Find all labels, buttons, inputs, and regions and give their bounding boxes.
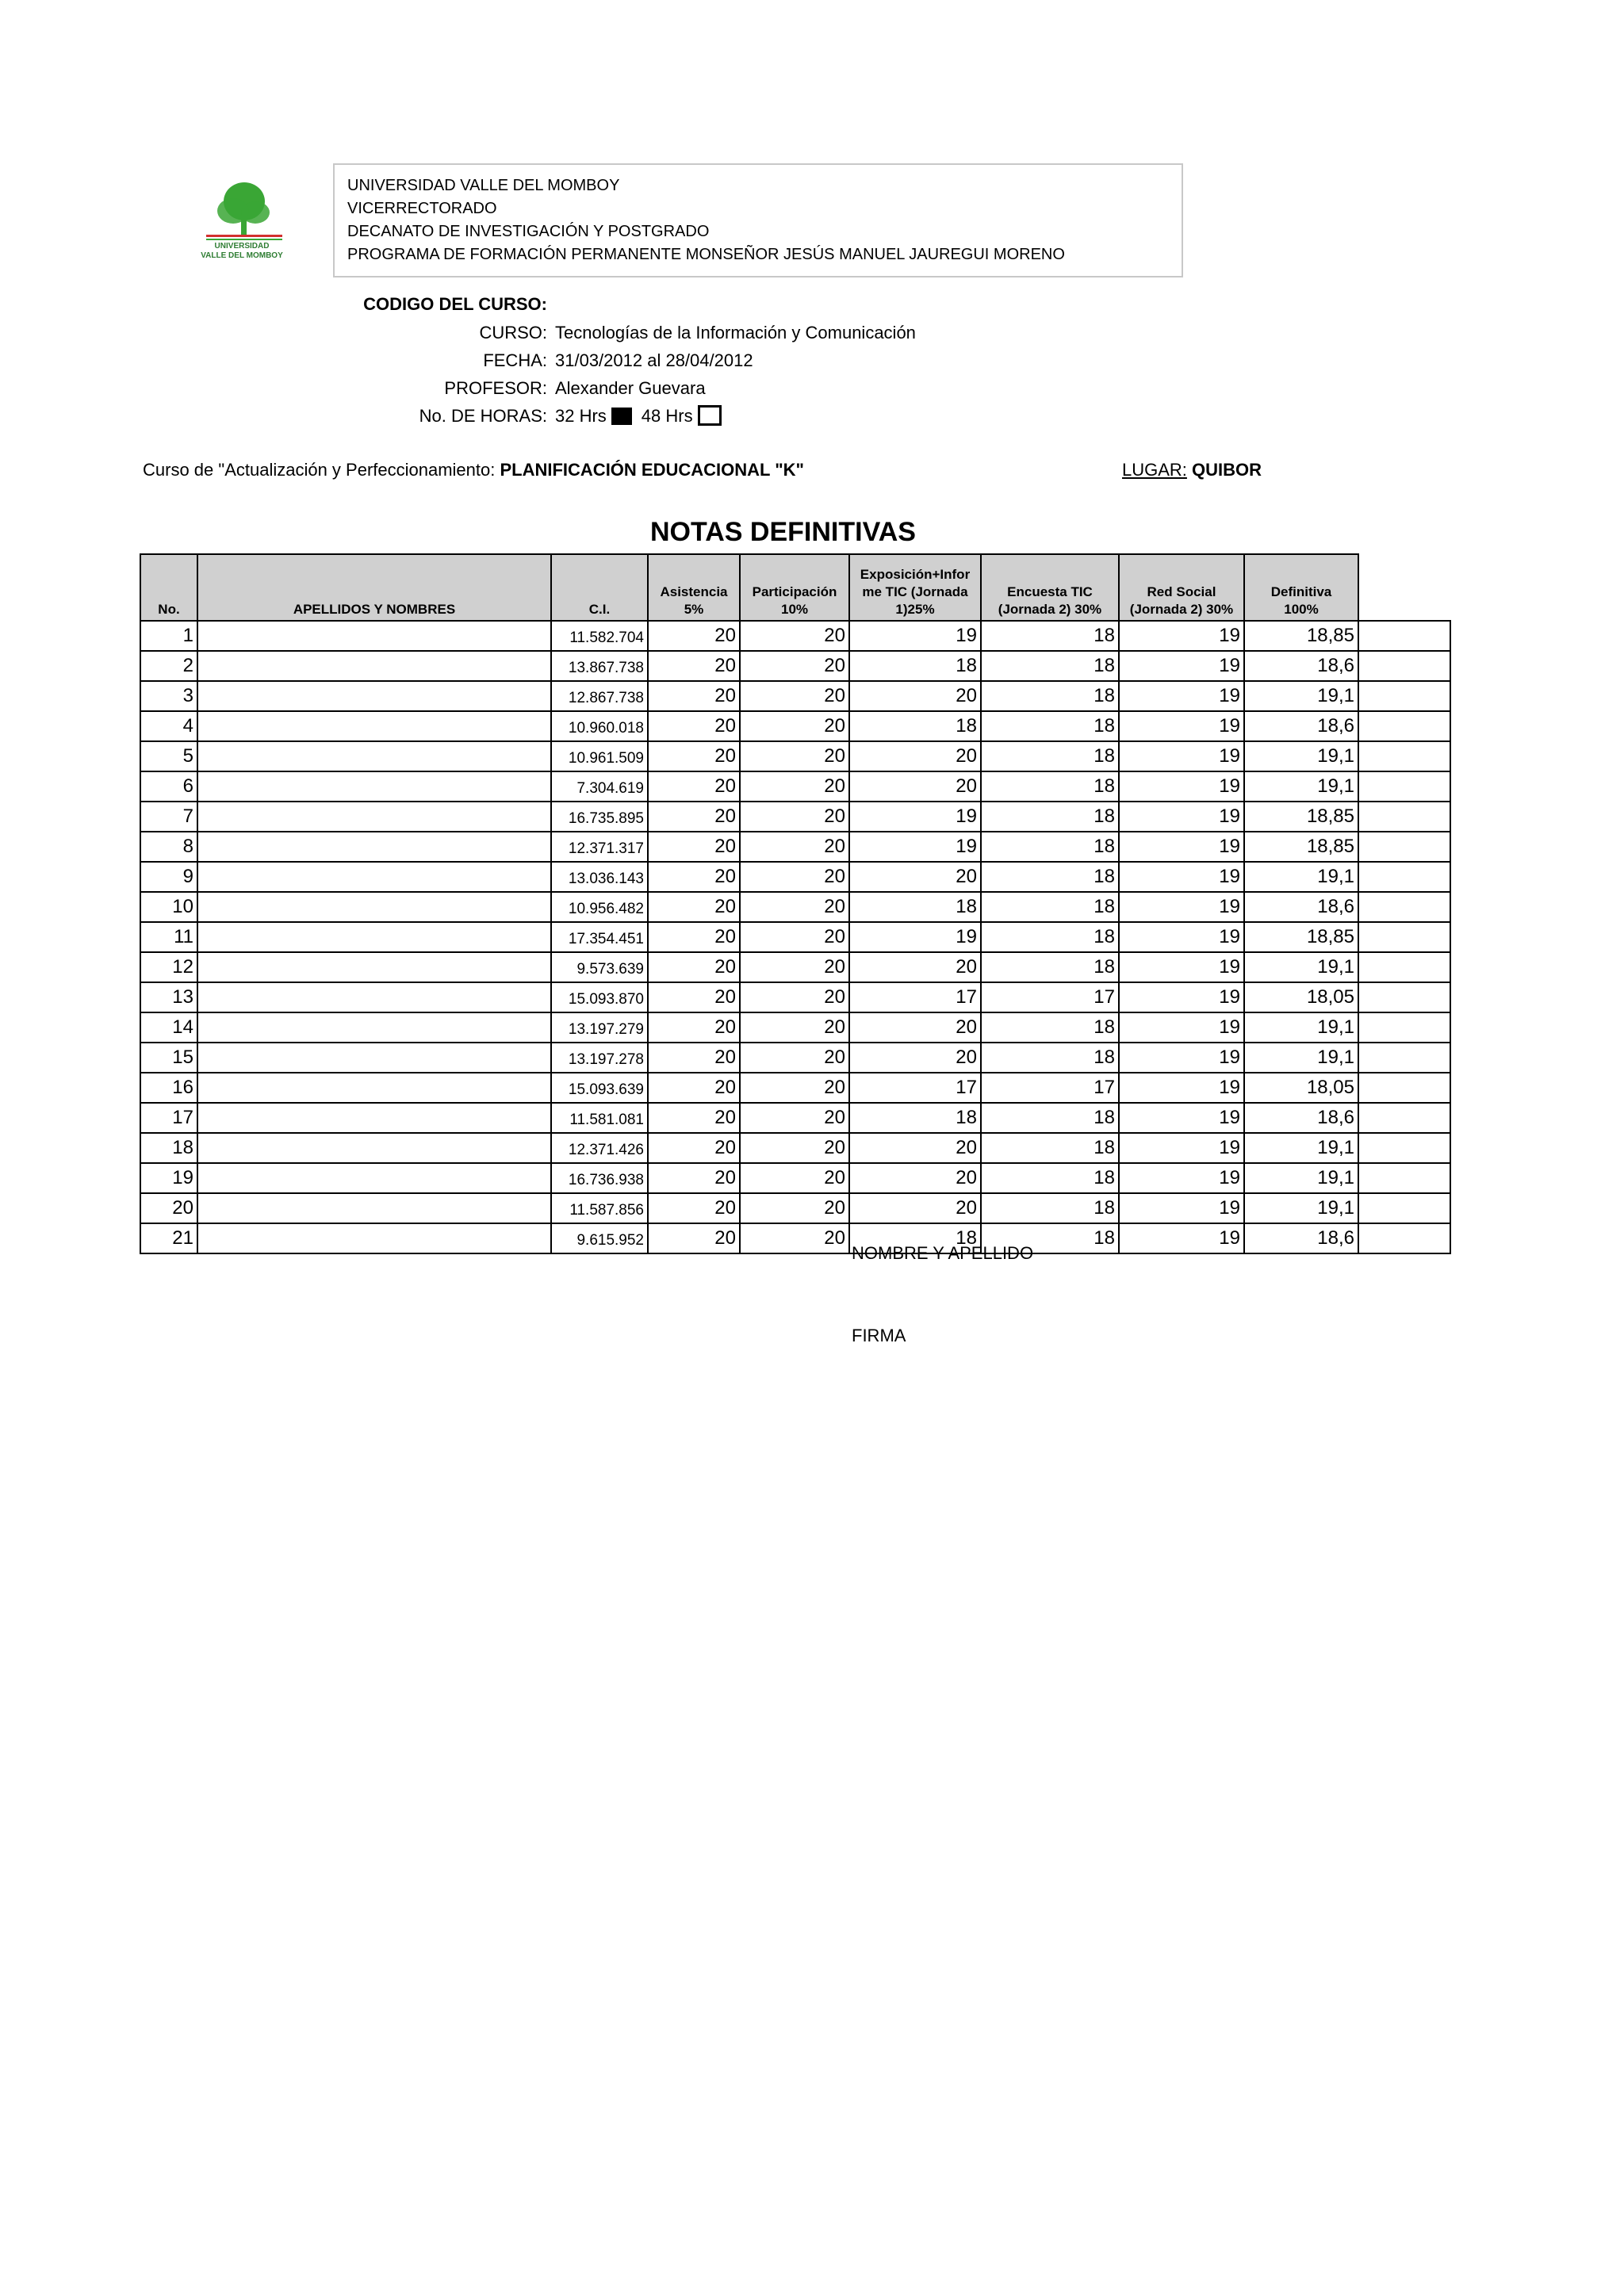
cell-ci: 11.582.704 [551,621,648,651]
cell-no: 9 [140,862,197,892]
cell-encuesta: 18 [981,862,1119,892]
curso-row [0,319,1624,346]
cell-red-social: 19 [1119,802,1244,832]
cell-encuesta: 18 [981,681,1119,711]
cell-encuesta: 18 [981,802,1119,832]
cell-asistencia: 20 [648,982,740,1012]
cell-asistencia: 20 [648,711,740,741]
cell-red-social: 19 [1119,681,1244,711]
cell-ci: 15.093.639 [551,1073,648,1103]
table-row [140,1012,1450,1043]
cell-no: 10 [140,892,197,922]
cell-blank [1358,982,1450,1012]
cell-encuesta: 18 [981,1043,1119,1073]
cell-participacion: 20 [740,892,849,922]
grades-body [140,621,1450,1253]
header-participacion-line-2: 10% [780,602,809,617]
header-definitiva [1244,554,1358,621]
cell-exposicion: 20 [849,862,981,892]
header-definitiva-line-1: Definitiva [1270,584,1332,599]
cell-nombres [197,1043,551,1073]
cell-encuesta: 18 [981,621,1119,651]
cell-asistencia: 20 [648,1043,740,1073]
cell-no: 2 [140,651,197,681]
cell-blank [1358,1103,1450,1133]
table-row [140,922,1450,952]
cell-asistencia: 20 [648,952,740,982]
header-red-social [1119,554,1244,621]
profesor-row [0,374,1624,402]
cell-nombres [197,1012,551,1043]
cell-ci: 11.581.081 [551,1103,648,1133]
cell-nombres [197,1223,551,1253]
cell-exposicion: 18 [849,1103,981,1133]
cell-ci: 12.371.426 [551,1133,648,1163]
cell-definitiva: 18,85 [1244,802,1358,832]
cell-nombres [197,922,551,952]
header-no: No. [140,554,197,621]
cell-participacion: 20 [740,982,849,1012]
cell-exposicion: 19 [849,922,981,952]
cell-ci: 12.371.317 [551,832,648,862]
header-exposicion-line-3: 1)25% [895,602,935,617]
cell-participacion: 20 [740,802,849,832]
horas-options [555,402,722,430]
cell-nombres [197,741,551,771]
cell-exposicion: 19 [849,832,981,862]
cell-participacion: 20 [740,711,849,741]
cell-nombres [197,1163,551,1193]
cell-exposicion: 19 [849,802,981,832]
cell-red-social: 19 [1119,651,1244,681]
logo-caption [182,242,301,261]
header-exposicion-line-2: me TIC (Jornada [862,584,968,599]
cell-asistencia: 20 [648,621,740,651]
cell-no: 5 [140,741,197,771]
cell-no: 21 [140,1223,197,1253]
grades-table [140,553,1451,1254]
cell-red-social: 19 [1119,1223,1244,1253]
table-row [140,1223,1450,1253]
table-row [140,1193,1450,1223]
cell-blank [1358,711,1450,741]
cell-nombres [197,952,551,982]
cell-no: 7 [140,802,197,832]
horas-48-checkbox-empty-icon [698,405,722,426]
cell-no: 14 [140,1012,197,1043]
cell-ci: 13.197.278 [551,1043,648,1073]
header-participacion [740,554,849,621]
cell-red-social: 19 [1119,922,1244,952]
cell-blank [1358,681,1450,711]
cell-participacion: 20 [740,621,849,651]
table-row [140,621,1450,651]
cell-participacion: 20 [740,681,849,711]
cell-blank [1358,802,1450,832]
header-red-line-2: (Jornada 2) 30% [1129,602,1234,617]
cell-definitiva: 19,1 [1244,1163,1358,1193]
cell-exposicion: 19 [849,621,981,651]
cell-red-social: 19 [1119,832,1244,862]
cell-nombres [197,892,551,922]
header-nombres: APELLIDOS Y NOMBRES [197,554,551,621]
cell-definitiva: 18,6 [1244,711,1358,741]
cell-definitiva: 19,1 [1244,1043,1358,1073]
signature-label: FIRMA [852,1326,906,1345]
cell-ci: 9.615.952 [551,1223,648,1253]
cell-nombres [197,862,551,892]
cell-participacion: 20 [740,862,849,892]
cell-asistencia: 20 [648,1103,740,1133]
cell-blank [1358,832,1450,862]
cell-exposicion: 20 [849,1012,981,1043]
cell-encuesta: 18 [981,1193,1119,1223]
cell-encuesta: 18 [981,1103,1119,1133]
cell-asistencia: 20 [648,802,740,832]
lugar [1122,460,1262,480]
cell-blank [1358,1133,1450,1163]
horas-32-label: 32 Hrs [555,406,607,426]
table-row [140,1043,1450,1073]
cell-no: 12 [140,952,197,982]
cell-definitiva: 18,85 [1244,832,1358,862]
program-prefix: Curso de "Actualización y Perfeccionamiento: [143,460,500,480]
cell-nombres [197,982,551,1012]
lugar-label: LUGAR: [1122,460,1187,480]
header-exposicion [849,554,981,621]
logo-caption-line-1: UNIVERSIDAD [214,242,270,251]
cell-no: 1 [140,621,197,651]
cell-encuesta: 18 [981,651,1119,681]
cell-asistencia: 20 [648,1163,740,1193]
cell-blank [1358,1163,1450,1193]
codigo-row [0,290,1624,318]
header-asistencia [648,554,740,621]
cell-ci: 15.093.870 [551,982,648,1012]
cell-definitiva: 18,85 [1244,621,1358,651]
cell-no: 8 [140,832,197,862]
cell-ci: 10.961.509 [551,741,648,771]
cell-red-social: 19 [1119,1163,1244,1193]
cell-participacion: 20 [740,1133,849,1163]
cell-ci: 9.573.639 [551,952,648,982]
cell-definitiva: 19,1 [1244,1012,1358,1043]
fecha-label: FECHA: [483,350,547,370]
cell-ci: 13.197.279 [551,1012,648,1043]
cell-participacion: 20 [740,741,849,771]
header-encuesta-line-2: (Jornada 2) 30% [998,602,1102,617]
cell-exposicion: 20 [849,741,981,771]
cell-exposicion: 18 [849,711,981,741]
cell-asistencia: 20 [648,681,740,711]
cell-asistencia: 20 [648,1223,740,1253]
cell-blank [1358,651,1450,681]
cell-no: 20 [140,1193,197,1223]
cell-encuesta: 18 [981,892,1119,922]
cell-red-social: 19 [1119,1073,1244,1103]
cell-red-social: 19 [1119,1012,1244,1043]
cell-no: 17 [140,1103,197,1133]
cell-encuesta: 18 [981,922,1119,952]
cell-blank [1358,1073,1450,1103]
cell-asistencia: 20 [648,892,740,922]
cell-asistencia: 20 [648,771,740,802]
header-line-programa: PROGRAMA DE FORMACIÓN PERMANENTE MONSEÑOR JESÚS MANUEL JAUREGUI MORENO [347,246,1065,263]
cell-definitiva: 19,1 [1244,681,1358,711]
page-title: NOTAS DEFINITIVAS [650,517,916,547]
cell-exposicion: 20 [849,1133,981,1163]
cell-ci: 13.867.738 [551,651,648,681]
profesor-value: Alexander Guevara [555,378,706,398]
cell-no: 15 [140,1043,197,1073]
cell-ci: 12.867.738 [551,681,648,711]
cell-participacion: 20 [740,1043,849,1073]
cell-encuesta: 18 [981,832,1119,862]
cell-definitiva: 19,1 [1244,741,1358,771]
cell-asistencia: 20 [648,832,740,862]
cell-definitiva: 19,1 [1244,1133,1358,1163]
cell-exposicion: 20 [849,1163,981,1193]
cell-exposicion: 20 [849,681,981,711]
cell-exposicion: 17 [849,982,981,1012]
program-line [143,460,804,480]
cell-red-social: 19 [1119,711,1244,741]
cell-participacion: 20 [740,1073,849,1103]
cell-no: 4 [140,711,197,741]
cell-red-social: 19 [1119,741,1244,771]
header-line-vicerrectorado: VICERRECTORADO [347,200,497,217]
cell-asistencia: 20 [648,1073,740,1103]
cell-exposicion: 18 [849,651,981,681]
table-row [140,802,1450,832]
cell-exposicion: 20 [849,1193,981,1223]
header-definitiva-line-2: 100% [1284,602,1319,617]
cell-encuesta: 18 [981,1163,1119,1193]
cell-red-social: 19 [1119,771,1244,802]
cell-encuesta: 18 [981,1012,1119,1043]
cell-asistencia: 20 [648,922,740,952]
cell-blank [1358,1223,1450,1253]
cell-encuesta: 18 [981,1223,1119,1253]
cell-blank [1358,741,1450,771]
cell-exposicion: 20 [849,952,981,982]
header-asistencia-line-1: Asistencia [660,584,728,599]
signature-name-label: NOMBRE Y APELLIDO [852,1243,1034,1263]
header-participacion-line-1: Participación [752,584,837,599]
cell-exposicion: 18 [849,1223,981,1253]
cell-participacion: 20 [740,771,849,802]
table-row [140,1103,1450,1133]
cell-definitiva: 19,1 [1244,952,1358,982]
cell-ci: 7.304.619 [551,771,648,802]
cell-blank [1358,1012,1450,1043]
cell-asistencia: 20 [648,862,740,892]
cell-definitiva: 18,6 [1244,1103,1358,1133]
cell-nombres [197,711,551,741]
cell-nombres [197,1073,551,1103]
cell-nombres [197,681,551,711]
cell-encuesta: 17 [981,1073,1119,1103]
cell-definitiva: 18,6 [1244,1223,1358,1253]
cell-red-social: 19 [1119,1193,1244,1223]
cell-participacion: 20 [740,651,849,681]
cell-no: 19 [140,1163,197,1193]
horas-32-checkbox-checked-icon [611,408,632,425]
cell-asistencia: 20 [648,1012,740,1043]
cell-ci: 10.960.018 [551,711,648,741]
header-line-university: UNIVERSIDAD VALLE DEL MOMBOY [347,177,620,194]
header-ci: C.I. [551,554,648,621]
table-row [140,651,1450,681]
cell-asistencia: 20 [648,1133,740,1163]
program-name: PLANIFICACIÓN EDUCACIONAL "K" [500,460,804,480]
cell-red-social: 19 [1119,1103,1244,1133]
table-row [140,711,1450,741]
cell-blank [1358,862,1450,892]
cell-definitiva: 18,85 [1244,922,1358,952]
cell-ci: 16.736.938 [551,1163,648,1193]
cell-encuesta: 17 [981,982,1119,1012]
table-header-row [140,554,1450,621]
curso-label: CURSO: [479,323,547,342]
cell-definitiva: 19,1 [1244,1193,1358,1223]
header-encuesta-line-1: Encuesta TIC [1007,584,1093,599]
cell-blank [1358,1193,1450,1223]
cell-blank [1358,892,1450,922]
horas-label: No. DE HORAS: [419,406,547,426]
cell-nombres [197,1193,551,1223]
cell-ci: 17.354.451 [551,922,648,952]
table-row [140,1073,1450,1103]
cell-encuesta: 18 [981,952,1119,982]
cell-encuesta: 18 [981,1133,1119,1163]
table-row [140,982,1450,1012]
header-asistencia-line-2: 5% [684,602,704,617]
fecha-value: 31/03/2012 al 28/04/2012 [555,350,753,370]
cell-nombres [197,621,551,651]
cell-exposicion: 20 [849,1043,981,1073]
cell-ci: 11.587.856 [551,1193,648,1223]
cell-nombres [197,802,551,832]
table-row [140,892,1450,922]
cell-exposicion: 18 [849,892,981,922]
cell-definitiva: 19,1 [1244,862,1358,892]
cell-exposicion: 20 [849,771,981,802]
cell-no: 6 [140,771,197,802]
cell-encuesta: 18 [981,711,1119,741]
cell-encuesta: 18 [981,741,1119,771]
cell-nombres [197,1103,551,1133]
cell-participacion: 20 [740,952,849,982]
codigo-label: CODIGO DEL CURSO: [363,294,547,314]
cell-nombres [197,832,551,862]
cell-ci: 10.956.482 [551,892,648,922]
cell-definitiva: 18,6 [1244,892,1358,922]
cell-no: 18 [140,1133,197,1163]
cell-encuesta: 18 [981,771,1119,802]
fecha-row [0,346,1624,374]
cell-participacion: 20 [740,1103,849,1133]
cell-ci: 16.735.895 [551,802,648,832]
cell-blank [1358,922,1450,952]
cell-definitiva: 18,05 [1244,982,1358,1012]
cell-asistencia: 20 [648,1193,740,1223]
cell-asistencia: 20 [648,741,740,771]
cell-red-social: 19 [1119,621,1244,651]
cell-participacion: 20 [740,832,849,862]
horas-48-label: 48 Hrs [641,406,693,426]
cell-definitiva: 19,1 [1244,771,1358,802]
profesor-label: PROFESOR: [444,378,547,398]
header-line-decanato: DECANATO DE INVESTIGACIÓN Y POSTGRADO [347,223,710,240]
institution-header [333,163,1183,277]
cell-definitiva: 18,6 [1244,651,1358,681]
cell-red-social: 19 [1119,952,1244,982]
cell-red-social: 19 [1119,1043,1244,1073]
table-row [140,1163,1450,1193]
cell-red-social: 19 [1119,982,1244,1012]
table-row [140,952,1450,982]
header-exposicion-line-1: Exposición+Infor [860,567,971,582]
cell-asistencia: 20 [648,651,740,681]
horas-row [0,402,1624,430]
cell-definitiva: 18,05 [1244,1073,1358,1103]
cell-nombres [197,651,551,681]
cell-exposicion: 17 [849,1073,981,1103]
cell-red-social: 19 [1119,1133,1244,1163]
cell-nombres [197,771,551,802]
cell-participacion: 20 [740,1223,849,1253]
table-row [140,1133,1450,1163]
table-row [140,832,1450,862]
cell-red-social: 19 [1119,862,1244,892]
cell-participacion: 20 [740,1012,849,1043]
table-row [140,681,1450,711]
cell-participacion: 20 [740,1193,849,1223]
cell-blank [1358,952,1450,982]
cell-blank [1358,771,1450,802]
cell-ci: 13.036.143 [551,862,648,892]
cell-nombres [197,1133,551,1163]
cell-participacion: 20 [740,1163,849,1193]
cell-blank [1358,621,1450,651]
cell-participacion: 20 [740,922,849,952]
cell-no: 3 [140,681,197,711]
cell-red-social: 19 [1119,892,1244,922]
header-red-line-1: Red Social [1147,584,1216,599]
table-row [140,771,1450,802]
header-blank [1358,554,1450,621]
table-row [140,741,1450,771]
header-encuesta [981,554,1119,621]
cell-no: 16 [140,1073,197,1103]
curso-value: Tecnologías de la Información y Comunicación [555,323,916,342]
lugar-value: QUIBOR [1192,460,1262,480]
table-row [140,862,1450,892]
logo-caption-line-2: VALLE DEL MOMBOY [201,251,283,260]
cell-no: 13 [140,982,197,1012]
cell-blank [1358,1043,1450,1073]
cell-no: 11 [140,922,197,952]
